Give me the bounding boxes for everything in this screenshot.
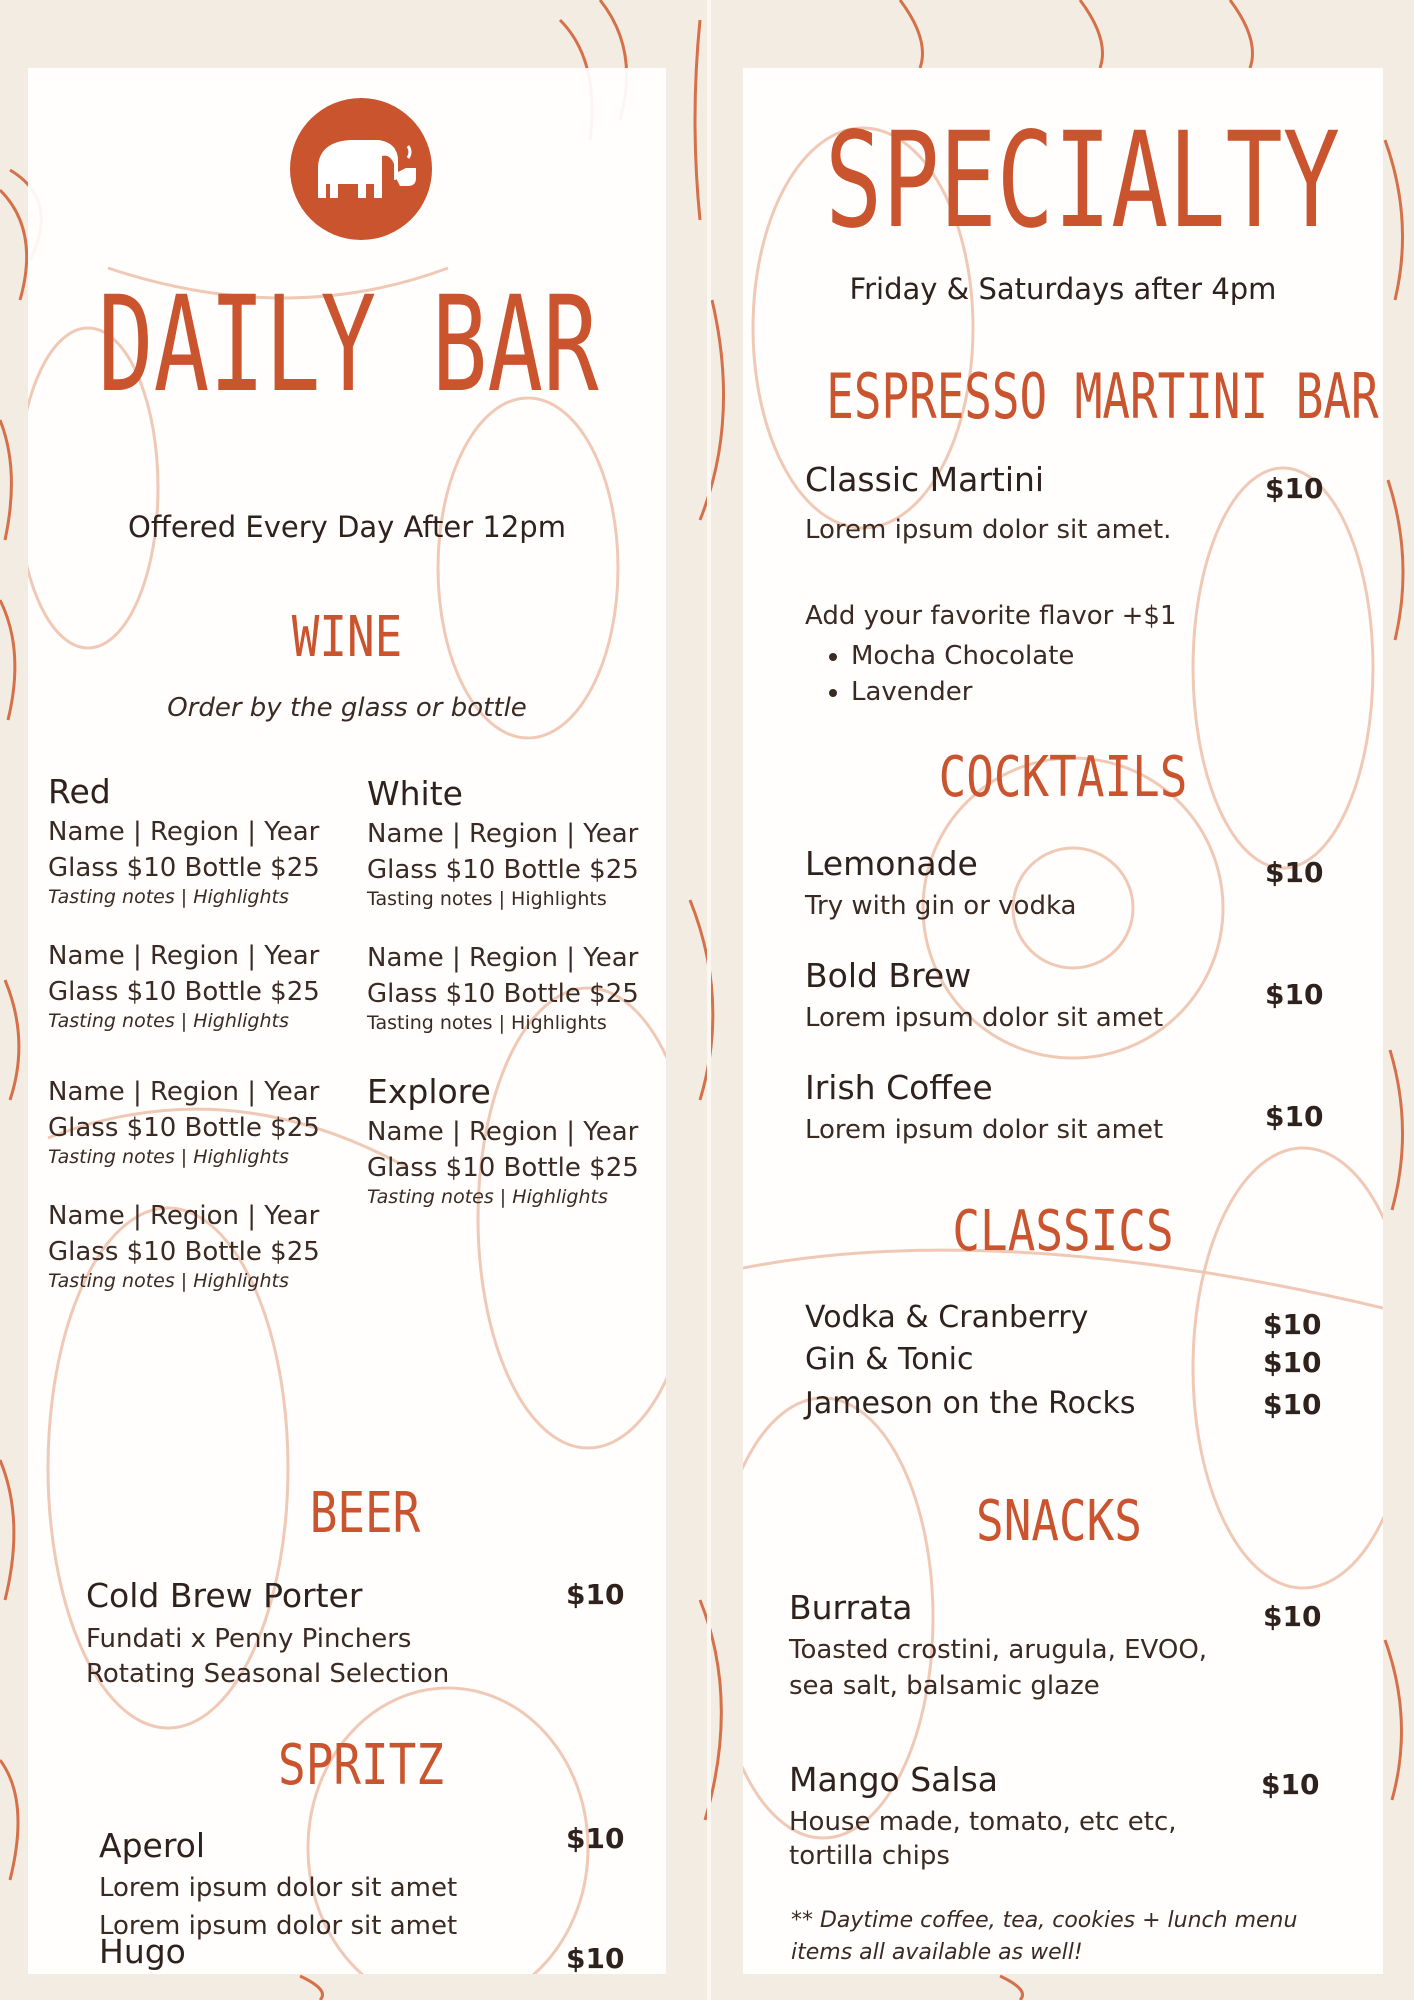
daily-bar-subtitle: Offered Every Day After 12pm <box>128 510 566 544</box>
beer-item-line2: Rotating Seasonal Selection <box>86 1659 450 1689</box>
snack-item-line1: Toasted crostini, arugula, EVOO, <box>789 1635 1208 1665</box>
snack-item-price: $10 <box>1261 1768 1320 1801</box>
elephant-with-cup-icon <box>290 98 432 240</box>
martini-item-price: $10 <box>1265 472 1324 505</box>
classic-item-price: $10 <box>1263 1346 1322 1379</box>
spritz-item-price: $10 <box>566 1822 625 1855</box>
specialty-subtitle: Friday & Saturdays after 4pm <box>849 272 1277 306</box>
daily-bar-panel <box>28 68 666 1974</box>
snack-item-line2: sea salt, balsamic glaze <box>789 1671 1100 1701</box>
panel-divider <box>707 0 711 2000</box>
wine-list-item: Name | Region | Year Glass $10 Bottle $25 Tasting notes | Highlights <box>48 1201 320 1292</box>
wine-list-item: Name | Region | Year Glass $10 Bottle $25 Tasting notes | Highlights <box>367 819 639 910</box>
cocktails-heading: COCKTAILS <box>938 745 1188 810</box>
cocktail-item-desc: Try with gin or vodka <box>805 891 1077 921</box>
cocktail-item-desc: Lorem ipsum dolor sit amet <box>805 1115 1164 1145</box>
cocktail-item-price: $10 <box>1265 1100 1324 1133</box>
snacks-heading: SNACKS <box>976 1489 1142 1554</box>
explore-heading: Explore <box>367 1072 491 1111</box>
cocktail-item-price: $10 <box>1265 978 1324 1011</box>
espresso-martini-heading: ESPRESSO MARTINI BAR <box>826 360 1379 433</box>
footnote-line2: items all available as well! <box>791 1940 1083 1965</box>
cocktail-item-desc: Lorem ipsum dolor sit amet <box>805 1003 1164 1033</box>
classic-item-price: $10 <box>1263 1308 1322 1341</box>
brand-logo <box>290 98 432 240</box>
wine-list-item: Name | Region | Year Glass $10 Bottle $25 Tasting notes | Highlights <box>367 943 639 1034</box>
wine-list-item: Name | Region | Year Glass $10 Bottle $25 Tasting notes | Highlights <box>48 817 320 908</box>
beer-item-line1: Fundati x Penny Pinchers <box>86 1624 412 1654</box>
wine-heading: WINE <box>291 605 403 670</box>
daily-bar-title: DAILY BAR <box>98 268 599 422</box>
wine-list-item: Name | Region | Year Glass $10 Bottle $25 Tasting notes | Highlights <box>48 941 320 1032</box>
spritz-item-name: Hugo <box>99 1932 186 1971</box>
snack-item-line2: tortilla chips <box>789 1841 950 1871</box>
spritz-item-desc: Lorem ipsum dolor sit amet <box>99 1873 458 1903</box>
flavor-addon: Add your favorite flavor +$1 <box>805 601 1177 631</box>
snack-item-name: Burrata <box>789 1588 913 1627</box>
beer-item-name: Cold Brew Porter <box>86 1576 363 1615</box>
spritz-heading: SPRITZ <box>278 1733 444 1798</box>
classic-item-name: Gin & Tonic <box>805 1342 974 1377</box>
white-heading: White <box>367 774 463 813</box>
classic-item-price: $10 <box>1263 1388 1322 1421</box>
classics-heading: CLASSICS <box>952 1199 1174 1264</box>
flavor-option: • Mocha Chocolate <box>851 638 1074 674</box>
spritz-item-name: Aperol <box>99 1826 206 1865</box>
cocktail-item-price: $10 <box>1265 856 1324 889</box>
classic-item-name: Jameson on the Rocks <box>805 1386 1136 1421</box>
cocktail-item-name: Lemonade <box>805 844 978 883</box>
wine-subtitle: Order by the glass or bottle <box>167 693 527 723</box>
specialty-panel <box>743 68 1383 1974</box>
specialty-title: SPECIALTY <box>825 104 1340 258</box>
spritz-item-price: $10 <box>566 1942 625 1974</box>
martini-item-name: Classic Martini <box>805 460 1045 499</box>
flavor-option: • Lavender <box>851 674 1074 710</box>
cocktail-item-name: Irish Coffee <box>805 1068 993 1107</box>
martini-item-desc: Lorem ipsum dolor sit amet. <box>805 515 1172 545</box>
flavor-list <box>805 638 1074 710</box>
wine-list-item: Name | Region | Year Glass $10 Bottle $25 Tasting notes | Highlights <box>367 1117 639 1208</box>
footnote-line1: ** Daytime coffee, tea, cookies + lunch menu <box>791 1908 1298 1933</box>
cocktail-item-name: Bold Brew <box>805 956 972 995</box>
snack-item-line1: House made, tomato, etc etc, <box>789 1807 1177 1837</box>
spritz-item-desc: Lorem ipsum dolor sit amet <box>99 1911 458 1941</box>
red-heading: Red <box>48 772 111 811</box>
wine-list-item: Name | Region | Year Glass $10 Bottle $25 Tasting notes | Highlights <box>48 1077 320 1168</box>
snack-item-price: $10 <box>1263 1600 1322 1633</box>
snack-item-name: Mango Salsa <box>789 1760 998 1799</box>
classic-item-name: Vodka & Cranberry <box>805 1300 1089 1335</box>
beer-item-price: $10 <box>566 1578 625 1611</box>
beer-heading: BEER <box>309 1481 421 1546</box>
